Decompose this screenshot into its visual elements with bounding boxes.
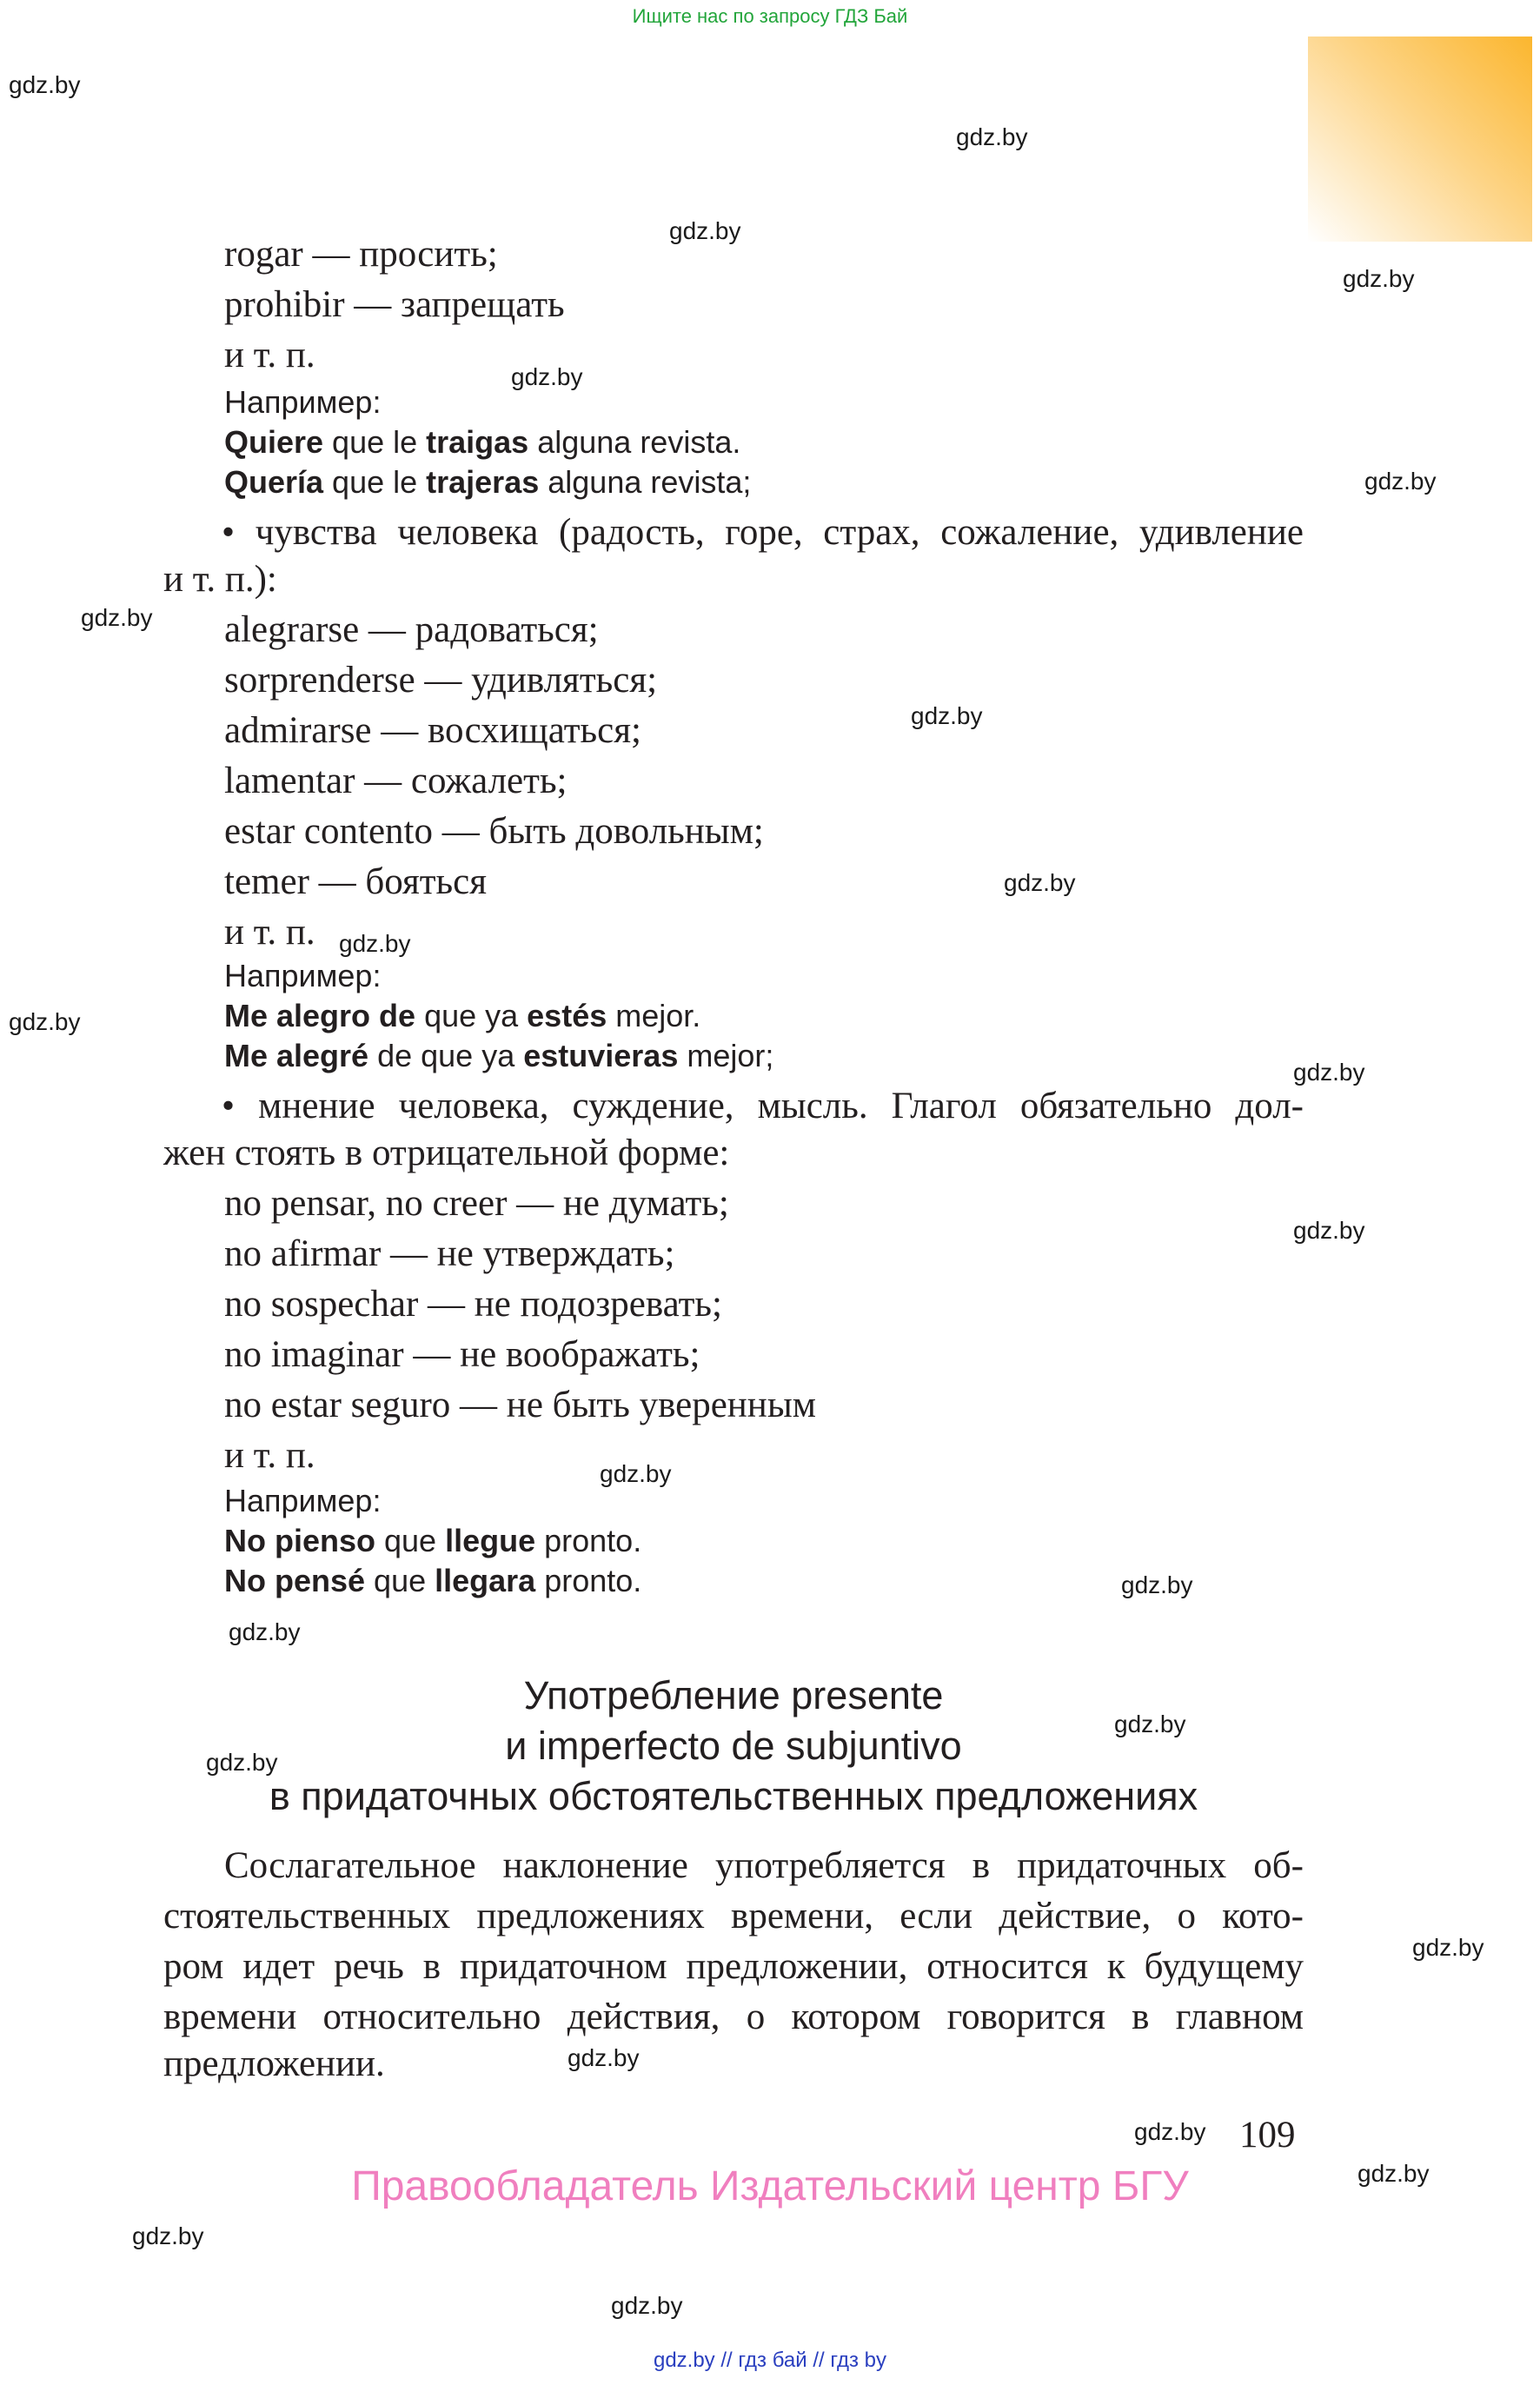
watermark: gdz.by — [1004, 869, 1076, 896]
verb-line: sorprenderse — удивляться; — [224, 660, 658, 701]
paragraph-line: стоятельственных предложениях времени, если действие, о кото- — [163, 1896, 1304, 1937]
watermark: gdz.by — [9, 1008, 81, 1035]
paragraph-line: ром идет речь в придаточном предложении, относится к будущему — [163, 1946, 1304, 1987]
verb-line: rogar — просить; — [224, 234, 498, 275]
page-number: 109 — [1239, 2115, 1296, 2156]
copyright-notice: Правообладатель Издательский центр БГУ — [351, 2163, 1189, 2209]
watermark: gdz.by — [568, 2044, 640, 2071]
watermark: gdz.by — [1293, 1217, 1365, 1244]
verb-line: no pensar, no creer — не думать; — [224, 1183, 729, 1224]
watermark: gdz.by — [1293, 1059, 1365, 1086]
verb-line: lamentar — сожалеть; — [224, 761, 568, 801]
top-banner: Ищите нас по запросу ГДЗ Бай — [632, 5, 908, 27]
paragraph-line: предложении. — [163, 2043, 385, 2084]
bullet-text: жен стоять в отрицательной форме: — [163, 1133, 730, 1173]
example-sentence: No pienso que llegue pronto. — [224, 1523, 642, 1558]
watermark: gdz.by — [911, 702, 983, 729]
watermark: gdz.by — [1357, 2160, 1430, 2187]
watermark: gdz.by — [511, 363, 583, 390]
watermark: gdz.by — [1121, 1571, 1193, 1598]
watermark: gdz.by — [1412, 1934, 1484, 1961]
watermark: gdz.by — [611, 2292, 683, 2319]
section-heading: в придаточных обстоятельственных предложениях — [269, 1774, 1198, 1818]
verb-line: no imaginar — не воображать; — [224, 1334, 700, 1375]
section-heading: Употребление presente — [523, 1673, 944, 1717]
watermark: gdz.by — [206, 1749, 278, 1776]
corner-decoration — [1308, 37, 1532, 242]
watermark: gdz.by — [9, 71, 81, 98]
watermark: gdz.by — [339, 930, 411, 957]
watermark: gdz.by — [1343, 265, 1415, 292]
verb-line: no afirmar — не утверждать; — [224, 1233, 675, 1274]
bullet-text: и т. п.): — [163, 559, 277, 600]
example-sentence: No pensé que llegara pronto. — [224, 1563, 642, 1598]
verb-line: temer — бояться — [224, 861, 487, 902]
verb-line: prohibir — запрещать — [224, 284, 565, 325]
watermark: gdz.by — [132, 2222, 204, 2249]
example-sentence: Quería que le trajeras alguna revista; — [224, 464, 752, 500]
watermark: gdz.by — [600, 1460, 672, 1487]
verb-line: no sospechar — не подозревать; — [224, 1284, 722, 1325]
footer-links[interactable]: gdz.by // гдз бай // гдз by — [653, 2348, 887, 2372]
watermark: gdz.by — [1114, 1711, 1186, 1737]
etc-text: и т. п. — [224, 912, 315, 953]
example-label: Например: — [224, 384, 382, 420]
section-heading: и imperfecto de subjuntivo — [505, 1724, 962, 1768]
verb-line: estar contento — быть довольным; — [224, 811, 764, 852]
bullet-text: • мнение человека, суждение, мысль. Глагол обязательно дол- — [222, 1086, 1304, 1126]
paragraph-line: Сослагательное наклонение употребляется в придаточных об- — [224, 1845, 1304, 1886]
verb-line: no estar seguro — не быть уверенным — [224, 1385, 816, 1425]
watermark: gdz.by — [1134, 2118, 1206, 2145]
verb-line: admirarse — восхищаться; — [224, 710, 641, 751]
example-sentence: Me alegro de que ya estés mejor. — [224, 998, 701, 1033]
etc-text: и т. п. — [224, 335, 315, 375]
example-label: Например: — [224, 958, 382, 993]
watermark: gdz.by — [229, 1618, 301, 1645]
verb-line: alegrarse — радоваться; — [224, 609, 599, 650]
bullet-text: • чувства человека (радость, горе, страх, сожаление, удивление — [222, 512, 1304, 553]
example-label: Например: — [224, 1483, 382, 1518]
example-sentence: Me alegré de que ya estuvieras mejor; — [224, 1038, 774, 1073]
watermark: gdz.by — [956, 123, 1028, 150]
watermark: gdz.by — [669, 217, 741, 244]
etc-text: и т. п. — [224, 1435, 315, 1476]
watermark: gdz.by — [1364, 468, 1437, 495]
example-sentence: Quiere que le traigas alguna revista. — [224, 424, 741, 460]
paragraph-line: времени относительно действия, о котором говорится в главном — [163, 1996, 1304, 2037]
watermark: gdz.by — [81, 604, 153, 631]
